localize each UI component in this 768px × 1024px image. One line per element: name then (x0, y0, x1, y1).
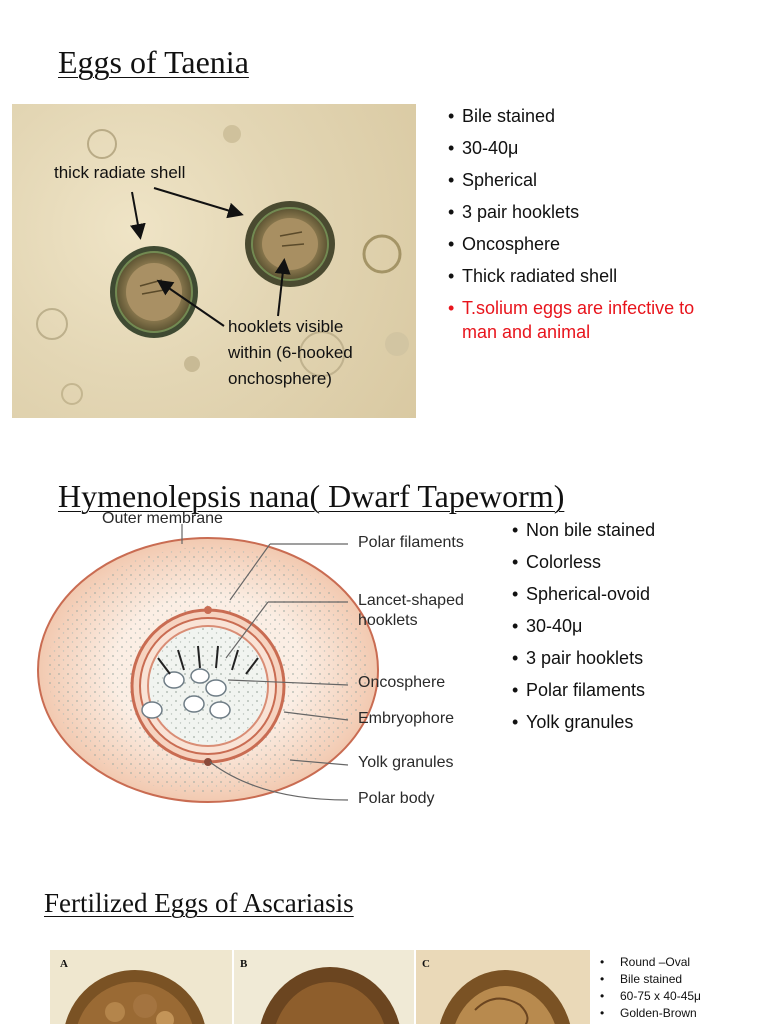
hymenolepis-title: Hymenolepsis nana( Dwarf Tapeworm) (58, 478, 565, 514)
list-item: • Spherical (448, 164, 758, 196)
list-item: • Non bile stained (512, 514, 762, 546)
infective-note-line1: T.solium eggs are infective to (462, 298, 695, 318)
taenia-micrograph (12, 104, 416, 418)
taenia-egg-illustration (12, 104, 416, 418)
list-item: • Bile stained (448, 100, 758, 132)
embryophore-label: Embryophore (358, 710, 455, 727)
list-item: • 60-75 x 40-45μ (598, 988, 763, 1005)
list-item: • Spherical-ovoid (512, 578, 762, 610)
hymenolepis-egg-illustration (30, 510, 500, 820)
list-item: • Bile stained (598, 971, 763, 988)
list-item: • Yolk granules (512, 706, 762, 738)
list-item: • Golden-Brown (598, 1005, 763, 1022)
hooklets-annotation-line1: hooklets visible (228, 317, 344, 336)
list-item: • 3 pair hooklets (512, 642, 762, 674)
list-item: • Polar filaments (512, 674, 762, 706)
taenia-title: Eggs of Taenia (58, 44, 249, 80)
ascaris-bullet-list (598, 954, 763, 1022)
list-item: • Colorless (512, 546, 762, 578)
hooklets-annotation-line3: onchosphere) (228, 369, 332, 388)
panel-label-b: B (240, 958, 248, 970)
hymenolepis-diagram (30, 510, 500, 820)
list-item: • Oncosphere (448, 228, 758, 260)
outer-membrane-label: Outer membrane (102, 510, 223, 527)
list-item: • 30-40μ (448, 132, 758, 164)
hymenolepis-bullet-list (512, 514, 762, 738)
list-item: • 30-40μ (512, 610, 762, 642)
hooklets-annotation-line2: within (6-hooked (228, 343, 353, 362)
list-item: • 3 pair hooklets (448, 196, 758, 228)
taenia-bullet-list (448, 100, 758, 344)
polar-body-label: Polar body (358, 790, 435, 807)
lancet-label-line2: hooklets (358, 612, 418, 629)
ascaris-egg-panels (50, 950, 590, 1024)
panel-label-a: A (60, 958, 68, 970)
panel-label-c: C (422, 958, 430, 970)
ascaris-micrograph-strip (50, 950, 590, 1024)
ascaris-title: Fertilized Eggs of Ascariasis (44, 888, 354, 918)
infective-note (448, 292, 758, 344)
yolk-granules-label: Yolk granules (358, 754, 454, 771)
list-item: • Round –Oval (598, 954, 763, 971)
lancet-label-line1: Lancet-shaped (358, 592, 464, 609)
list-item: • Thick radiated shell (448, 260, 758, 292)
infective-note-line2: man and animal (462, 322, 591, 342)
oncosphere-label: Oncosphere (358, 674, 446, 691)
polar-filaments-label: Polar filaments (358, 534, 464, 551)
shell-annotation: thick radiate shell (54, 163, 186, 182)
